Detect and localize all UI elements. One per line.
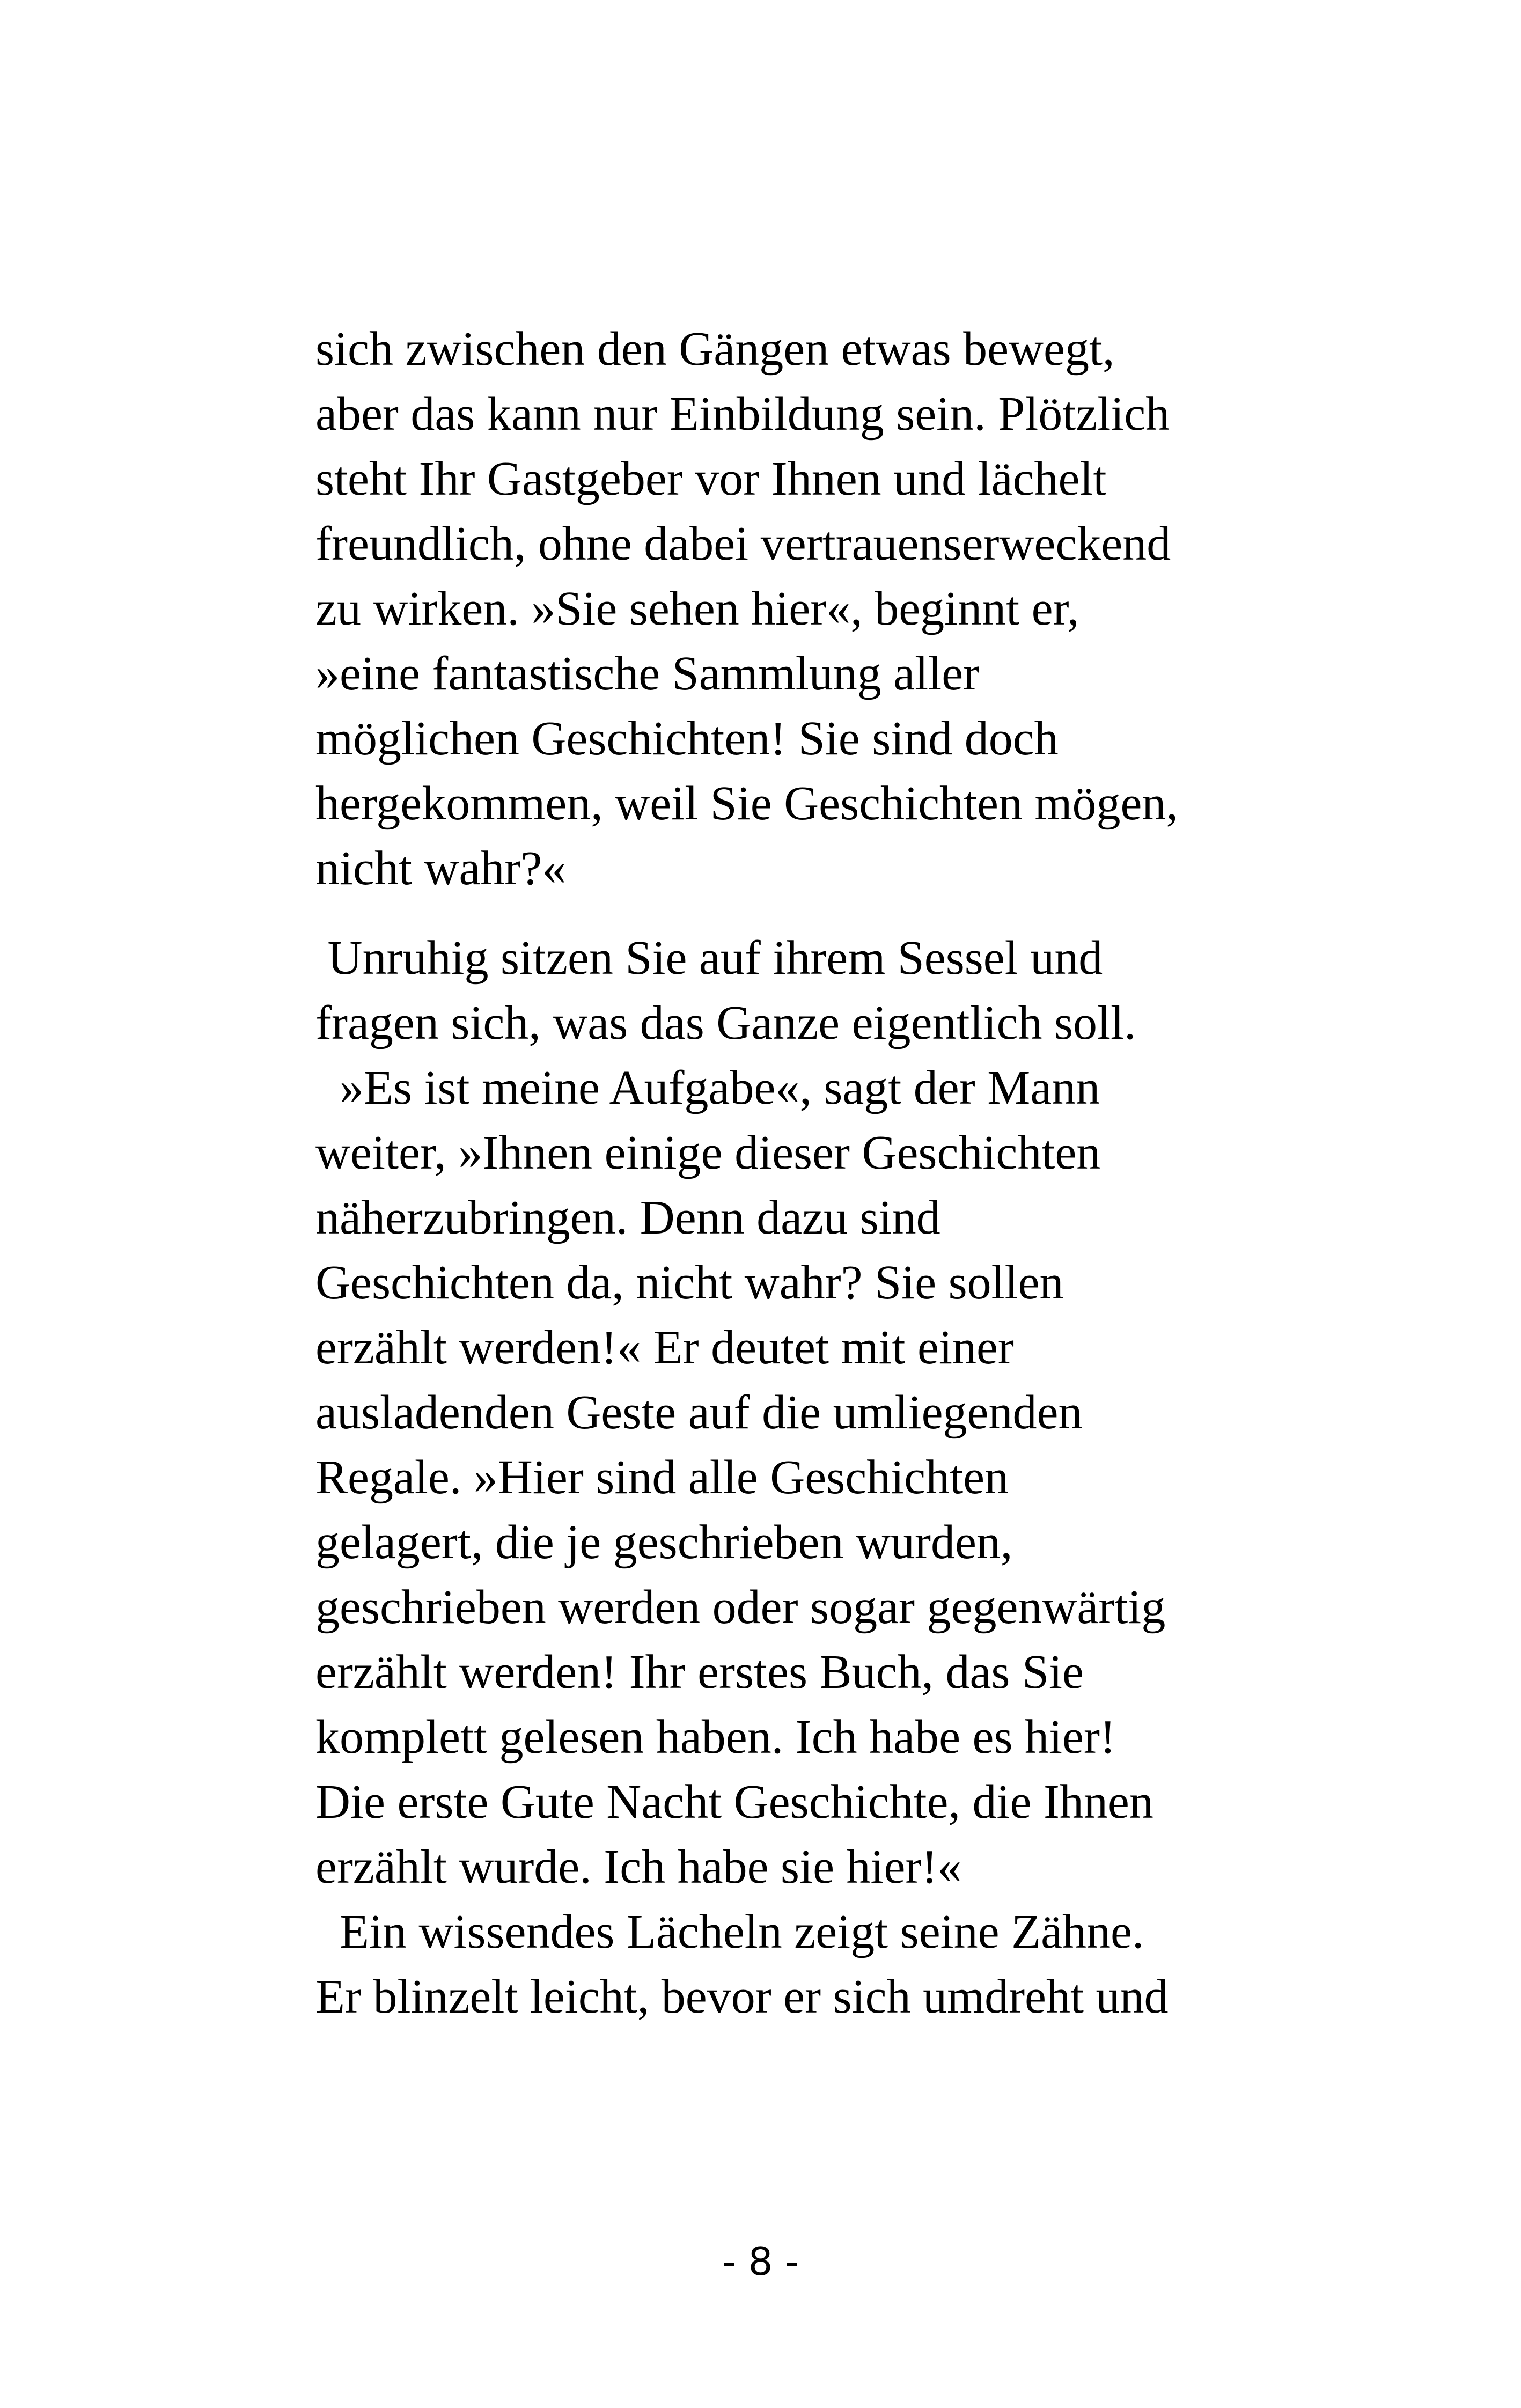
- text-line: fragen sich, was das Ganze eigentlich soll.: [315, 996, 1136, 1049]
- text-line: freundlich, ohne dabei vertrauenserweckend: [315, 517, 1171, 570]
- text-line: Regale. »Hier sind alle Geschichten: [315, 1451, 1009, 1504]
- text-line: erzählt werden! Ihr erstes Buch, das Sie: [315, 1646, 1084, 1699]
- text-line: Geschichten da, nicht wahr? Sie sollen: [315, 1256, 1064, 1309]
- body-text: [315, 317, 1228, 2029]
- text-line: »Es ist meine Aufgabe«, sagt der Mann: [315, 1061, 1100, 1114]
- text-line: möglichen Geschichten! Sie sind doch: [315, 712, 1059, 765]
- text-line: hergekommen, weil Sie Geschichten mögen,: [315, 777, 1178, 830]
- text-line: geschrieben werden oder sogar gegenwärtig: [315, 1581, 1166, 1634]
- text-line: weiter, »Ihnen einige dieser Geschichten: [315, 1126, 1101, 1179]
- text-line: Er blinzelt leicht, bevor er sich umdreht und: [315, 1970, 1169, 2023]
- text-line: »eine fantastische Sammlung aller: [315, 647, 980, 700]
- text-line: Ein wissendes Lächeln zeigt seine Zähne.: [315, 1905, 1144, 1958]
- text-line: komplett gelesen haben. Ich habe es hier!: [315, 1710, 1116, 1764]
- text-line: näherzubringen. Denn dazu sind: [315, 1191, 940, 1244]
- text-line: sich zwischen den Gängen etwas bewegt,: [315, 322, 1115, 376]
- text-line: gelagert, die je geschrieben wurden,: [315, 1516, 1013, 1569]
- text-line: nicht wahr?«: [315, 842, 567, 895]
- paragraph-spacer: [315, 901, 1228, 926]
- text-line: Unruhig sitzen Sie auf ihrem Sessel und: [315, 931, 1103, 985]
- paragraph-1: [315, 317, 1228, 901]
- paragraph-2: [315, 926, 1228, 2029]
- page-number: - 8 -: [722, 2239, 799, 2284]
- text-line: aber das kann nur Einbildung sein. Plötzlich: [315, 387, 1170, 441]
- text-line: Die erste Gute Nacht Geschichte, die Ihnen: [315, 1775, 1153, 1829]
- text-line: erzählt wurde. Ich habe sie hier!«: [315, 1840, 962, 1893]
- text-line: erzählt werden!« Er deutet mit einer: [315, 1321, 1014, 1374]
- text-line: steht Ihr Gastgeber vor Ihnen und lächelt: [315, 452, 1107, 505]
- text-line: ausladenden Geste auf die umliegenden: [315, 1386, 1083, 1439]
- text-line: zu wirken. »Sie sehen hier«, beginnt er,: [315, 582, 1079, 635]
